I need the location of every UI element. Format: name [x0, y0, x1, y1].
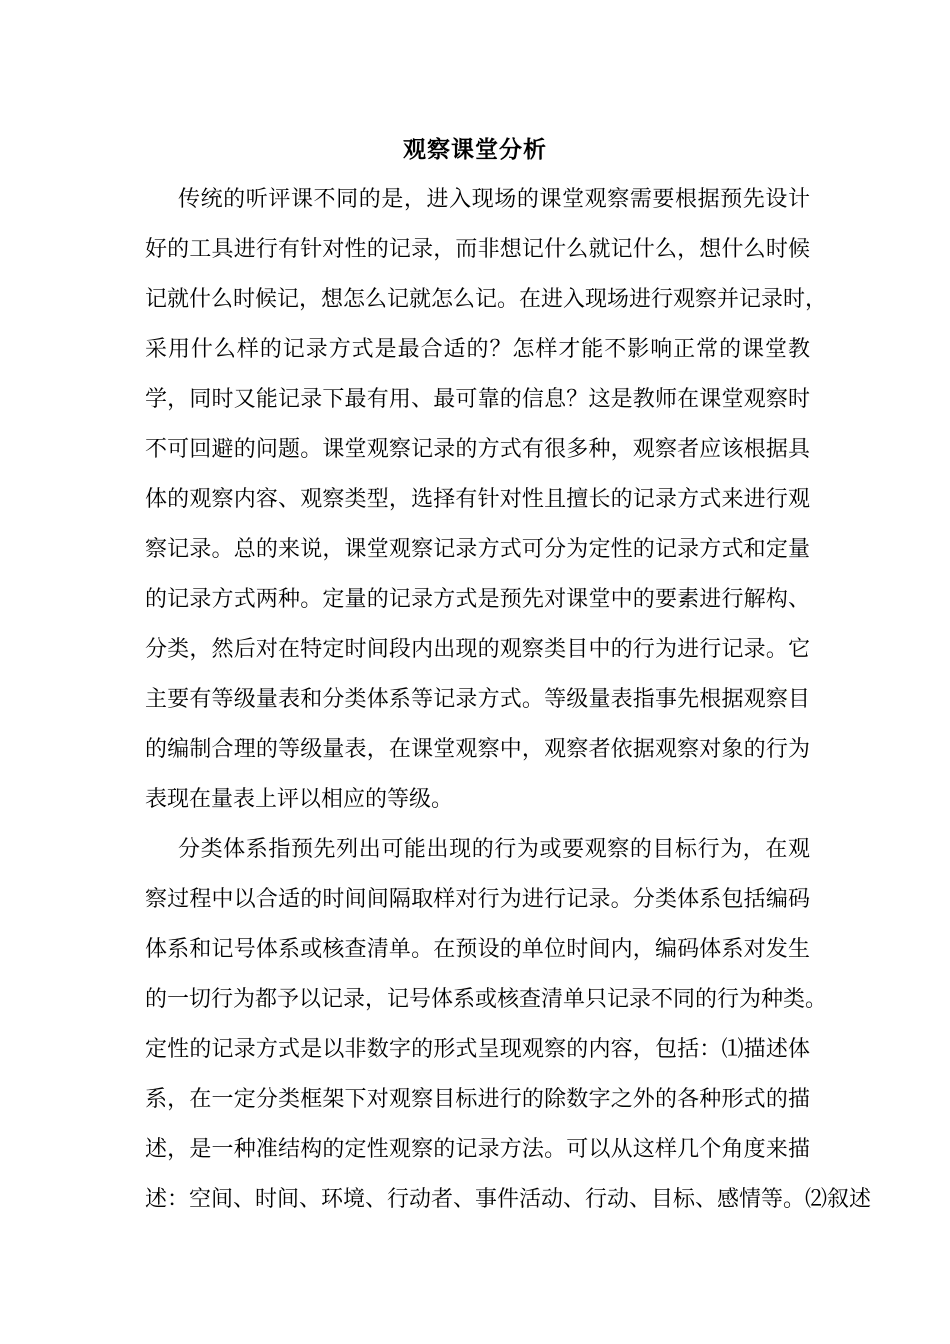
paragraph-2-line-7: 述，是一种准结构的定性观察的记录方法。可以从这样几个角度来描: [145, 1137, 810, 1162]
document-title: 观察课堂分析: [403, 137, 547, 163]
paragraph-1-line-5: 学，同时又能记录下最有用、最可靠的信息？这是教师在课堂观察时: [145, 387, 810, 412]
paragraph-1-line-4: 采用什么样的记录方式是最合适的？怎样才能不影响正常的课堂教: [145, 337, 810, 362]
paragraph-1-line-1: 传统的听评课不同的是，进入现场的课堂观察需要根据预先设计: [178, 187, 810, 212]
paragraph-1-line-7: 体的观察内容、观察类型，选择有针对性且擅长的记录方式来进行观: [145, 487, 810, 512]
paragraph-2-line-6: 系，在一定分类框架下对观察目标进行的除数字之外的各种形式的描: [145, 1087, 810, 1112]
paragraph-2-line-2: 察过程中以合适的时间间隔取样对行为进行记录。分类体系包括编码: [145, 887, 810, 912]
paragraph-1-line-8: 察记录。总的来说，课堂观察记录方式可分为定性的记录方式和定量: [145, 537, 810, 562]
paragraph-2-line-8: 述：空间、时间、环境、行动者、事件活动、行动、目标、感情等。⑵叙述: [145, 1187, 872, 1212]
paragraph-2-line-4: 的一切行为都予以记录，记号体系或核查清单只记录不同的行为种类。: [145, 987, 828, 1012]
paragraph-1-line-2: 好的工具进行有针对性的记录，而非想记什么就记什么，想什么时候: [145, 237, 810, 262]
paragraph-2-line-1: 分类体系指预先列出可能出现的行为或要观察的目标行为，在观: [178, 837, 810, 862]
paragraph-1-line-9: 的记录方式两种。定量的记录方式是预先对课堂中的要素进行解构、: [145, 587, 810, 612]
paragraph-1-line-11: 主要有等级量表和分类体系等记录方式。等级量表指事先根据观察目: [145, 687, 810, 712]
paragraph-1-line-3: 记就什么时候记，想怎么记就怎么记。在进入现场进行观察并记录时，: [145, 287, 828, 312]
paragraph-2-line-5: 定性的记录方式是以非数字的形式呈现观察的内容，包括：⑴描述体: [145, 1037, 810, 1062]
paragraph-1-line-6: 不可回避的问题。课堂观察记录的方式有很多种，观察者应该根据具: [145, 437, 810, 462]
paragraph-1-line-10: 分类，然后对在特定时间段内出现的观察类目中的行为进行记录。它: [145, 637, 810, 662]
paragraph-2-line-3: 体系和记号体系或核查清单。在预设的单位时间内，编码体系对发生: [145, 937, 810, 962]
paragraph-1-line-12: 的编制合理的等级量表，在课堂观察中，观察者依据观察对象的行为: [145, 737, 810, 762]
paragraph-1-line-13: 表现在量表上评以相应的等级。: [145, 787, 454, 812]
